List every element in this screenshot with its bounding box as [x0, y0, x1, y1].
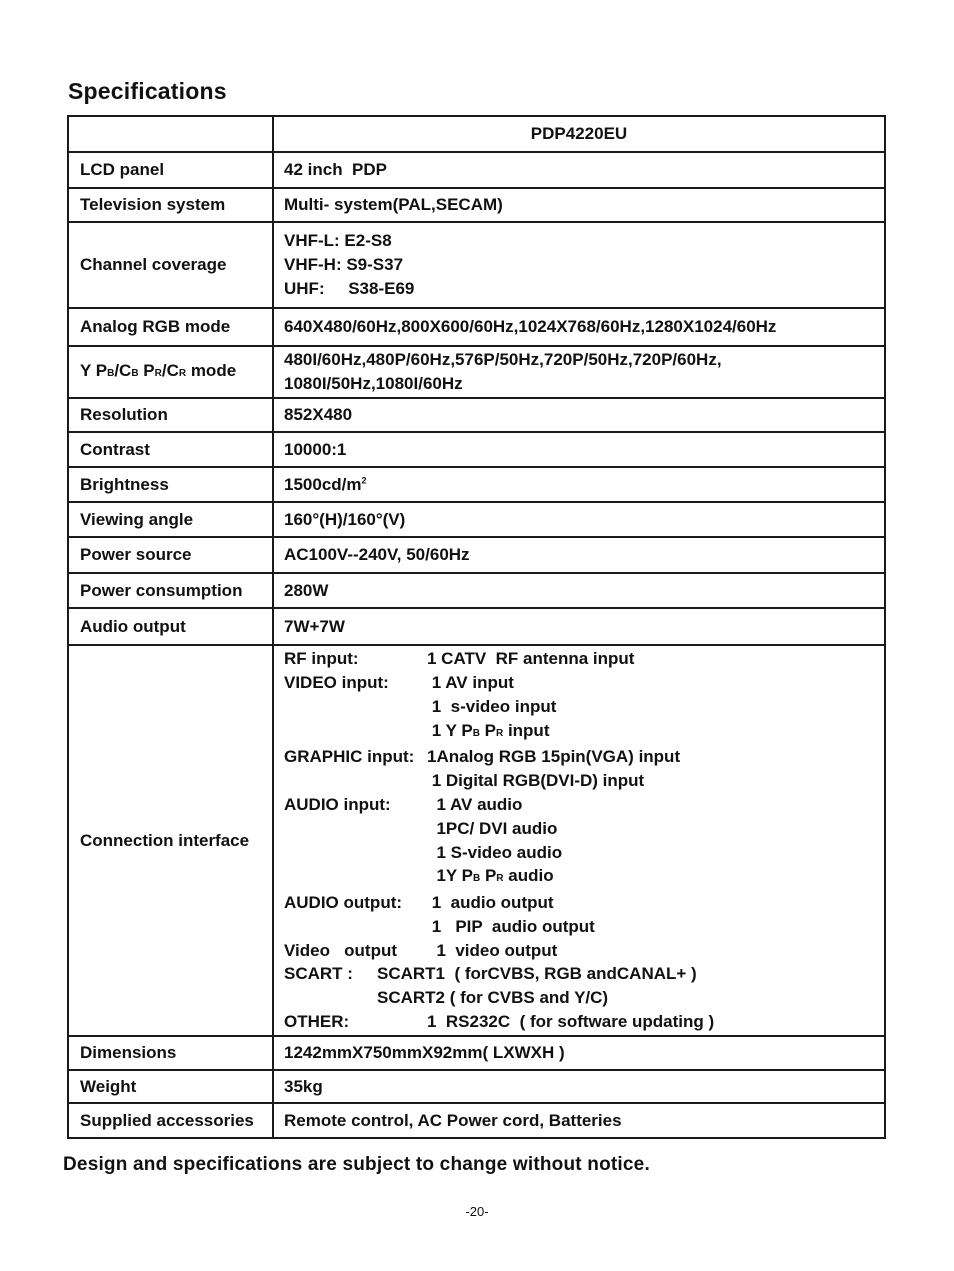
connection-interface-row: [68, 645, 885, 1036]
spec-label: Resolution: [68, 398, 273, 432]
connection-key: [284, 841, 427, 865]
connection-value: 1 RS232C ( for software updating ): [427, 1012, 715, 1032]
label-text: P: [138, 360, 155, 380]
label-text: mode: [186, 360, 237, 380]
connection-value: 1 AV audio: [427, 794, 523, 814]
spec-value: [273, 1103, 885, 1138]
connection-value: [427, 719, 874, 746]
spec-value: [273, 1070, 885, 1103]
spec-row: [68, 467, 885, 502]
subscript-text: B: [473, 873, 481, 885]
connection-value: 1 CATV RF antenna input: [427, 649, 635, 669]
spec-value: [273, 537, 885, 573]
value-line: 7W+7W: [284, 616, 345, 636]
value-line: AC100V--240V, 50/60Hz: [284, 545, 470, 564]
value-line: 35kg: [284, 1076, 323, 1096]
connection-key: [284, 915, 427, 939]
connection-interface-list: [273, 645, 885, 1036]
spec-row: [68, 573, 885, 608]
connection-key: Video output: [284, 940, 398, 960]
label-text: P: [479, 720, 496, 740]
value-line: 480I/60Hz,480P/60Hz,576P/50Hz,720P/50Hz,720P/60Hz,: [284, 350, 722, 369]
value-line: 10000:1: [284, 439, 347, 459]
header-empty-cell: [68, 116, 273, 152]
spec-row: [68, 502, 885, 537]
label-text: audio: [503, 866, 554, 886]
spec-label: Viewing angle: [68, 502, 273, 537]
label-text: 1 Y P: [427, 720, 473, 740]
connection-grid: [284, 647, 874, 1034]
spec-value: [273, 222, 885, 308]
spec-label: Dimensions: [68, 1036, 273, 1070]
connection-key: [284, 817, 427, 841]
spec-value: [273, 188, 885, 222]
spec-label: Supplied accessories: [68, 1103, 273, 1138]
connection-value: 1 Digital RGB(DVI-D) input: [427, 771, 645, 791]
spec-value: [273, 467, 885, 502]
value-line: 852X480: [284, 405, 353, 424]
connection-key: [284, 864, 427, 891]
spec-label: Power consumption: [68, 573, 273, 608]
spec-label: Audio output: [68, 608, 273, 645]
connection-key: OTHER:: [284, 1012, 350, 1032]
label-text: input: [503, 720, 550, 740]
connection-key: SCART :: [284, 964, 353, 984]
spec-value: [273, 398, 885, 432]
spec-row: [68, 432, 885, 467]
spec-row: [68, 1070, 885, 1103]
value-text: 1500cd/m: [284, 474, 362, 494]
label-text: P: [480, 866, 497, 886]
value-line: Multi- system(PAL,SECAM): [284, 195, 503, 214]
subscript-text: R: [154, 367, 162, 379]
spec-row: [68, 222, 885, 308]
spec-label: Weight: [68, 1070, 273, 1103]
spec-label: Television system: [68, 188, 273, 222]
spec-label: Power source: [68, 537, 273, 573]
spec-label: Contrast: [68, 432, 273, 467]
spec-row: [68, 308, 885, 346]
connection-key: RF input:: [284, 649, 359, 669]
spec-value: [273, 573, 885, 608]
value-line: 1242mmX750mmX92mm( LXWXH ): [284, 1043, 565, 1062]
footer-note: Design and specifications are subject to change without notice.: [63, 1154, 650, 1175]
connection-value: 1 audio output: [427, 893, 554, 913]
spec-label: Connection interface: [68, 645, 273, 1036]
subscript-text: R: [496, 873, 504, 885]
connection-value: SCART2 ( for CVBS and Y/C): [377, 988, 609, 1008]
spec-row: [68, 152, 885, 188]
spec-row: [68, 608, 885, 645]
spec-value: [273, 308, 885, 346]
value-line: 42 inch PDP: [284, 160, 387, 179]
label-text: /C: [114, 360, 132, 380]
specifications-table: [67, 115, 886, 1139]
value-line: 160°(H)/160°(V): [284, 509, 406, 529]
subscript-text: R: [495, 727, 504, 739]
label-text: Y P: [80, 360, 108, 380]
spec-label: Analog RGB mode: [68, 308, 273, 346]
connection-key: [284, 769, 427, 793]
spec-row: [68, 346, 885, 398]
spec-label: LCD panel: [68, 152, 273, 188]
value-line: Remote control, AC Power cord, Batteries: [284, 1110, 622, 1130]
superscript-text: 2: [361, 474, 367, 485]
connection-value: 1PC/ DVI audio: [427, 818, 558, 838]
spec-row: [68, 537, 885, 573]
connection-key: AUDIO input:: [284, 794, 391, 814]
specifications-table-body: [68, 116, 885, 1138]
spec-row: [68, 188, 885, 222]
model-header: PDP4220EU: [273, 116, 885, 152]
connection-value: 1 s-video input: [427, 696, 557, 716]
value-line: 1080I/50Hz,1080I/60Hz: [284, 374, 463, 393]
subscript-text: B: [131, 367, 139, 379]
connection-value: [427, 864, 874, 891]
spec-value: [273, 502, 885, 537]
value-line: 640X480/60Hz,800X600/60Hz,1024X768/60Hz,1280X1024/60Hz: [284, 317, 777, 336]
connection-value: 1 S-video audio: [427, 842, 563, 862]
connection-key: VIDEO input:: [284, 672, 389, 692]
page-title: Specifications: [68, 78, 227, 104]
spec-value: [273, 346, 885, 398]
connection-key: GRAPHIC input:: [284, 747, 415, 767]
spec-label: [68, 346, 273, 398]
spec-value: [273, 608, 885, 645]
value-line: UHF: S38-E69: [284, 279, 415, 298]
subscript-text: R: [178, 367, 187, 379]
value-line: VHF-H: S9-S37: [284, 255, 404, 274]
subscript-text: B: [472, 727, 480, 739]
value-line: 280W: [284, 580, 329, 600]
label-text: /C: [161, 360, 179, 380]
subscript-text: B: [107, 367, 115, 379]
spec-row: [68, 1103, 885, 1138]
connection-value: 1 video output: [427, 940, 558, 960]
spec-value: [273, 1036, 885, 1070]
spec-label: Channel coverage: [68, 222, 273, 308]
spec-row: [68, 1036, 885, 1070]
spec-value: [273, 152, 885, 188]
connection-value: 1 AV input: [427, 672, 514, 692]
page-number: -20-: [465, 1204, 489, 1219]
connection-key: [284, 695, 427, 719]
connection-key: AUDIO output:: [284, 893, 403, 913]
value-line: VHF-L: E2-S8: [284, 231, 392, 250]
spec-value: [273, 432, 885, 467]
spec-row: [68, 398, 885, 432]
connection-value: SCART1 ( forCVBS, RGB andCANAL+ ): [377, 964, 697, 984]
connection-value: 1Analog RGB 15pin(VGA) input: [427, 747, 681, 767]
connection-value: 1 PIP audio output: [427, 916, 595, 936]
connection-key: [284, 719, 427, 746]
spec-label: Brightness: [68, 467, 273, 502]
label-text: 1Y P: [427, 866, 473, 886]
table-header-row: [68, 116, 885, 152]
